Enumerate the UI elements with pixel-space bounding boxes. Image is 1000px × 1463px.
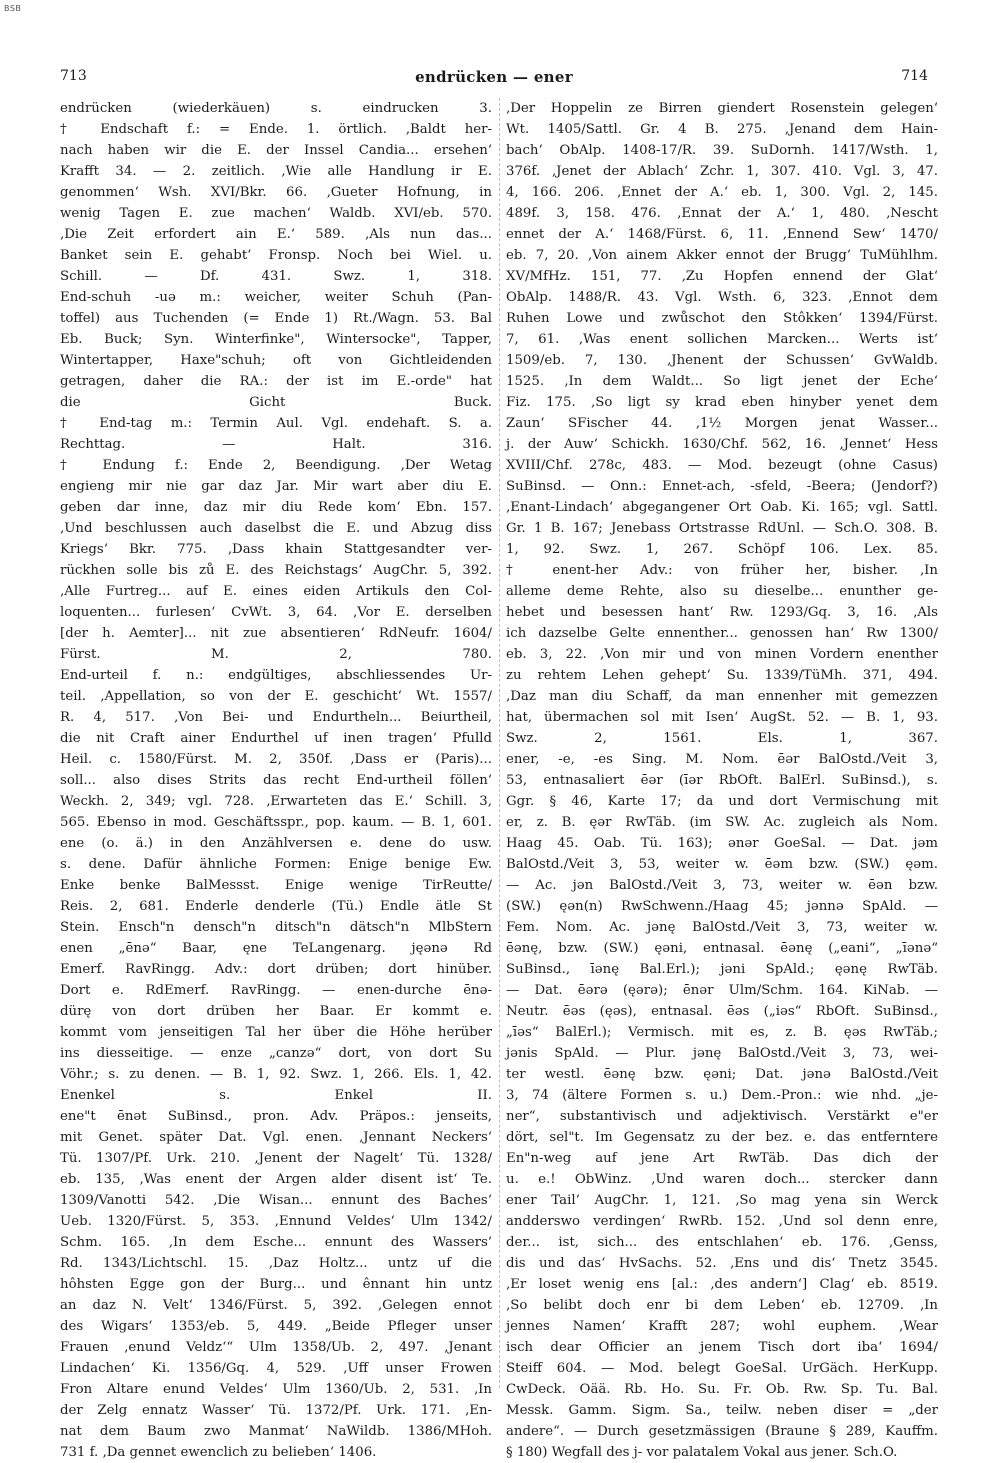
text-line: nat dem Baum zwo Manmat‘ NaWildb. 1386/MHoh. <box>60 1424 492 1439</box>
text-line: Fem. Nom. Ac. jənę BalOstd./Veit 3, 73, weiter w. <box>506 920 938 935</box>
text-line: ene (o. ä.) in den Anzählversen e. dene do usw. <box>60 836 492 851</box>
text-line: § 180) Wegfall des j- vor palatalem Vokal aus jener. Sch.O. <box>506 1445 898 1460</box>
text-line: Steiff 604. — Mod. belegt GoeSal. UrGäch. HerKupp. <box>506 1361 938 1376</box>
text-line: — Dat. ēərə (ęərə); ēnər Ulm/Schm. 164. KiNab. — <box>506 983 938 998</box>
text-line: hôhsten Egge gon der Burg... und ênnant hin untz <box>60 1277 492 1292</box>
text-line: BalOstd./Veit 3, 53, weiter w. ēəm bzw. (SW.) ęəm. <box>506 857 938 872</box>
text-line: Fürst. M. 2, 780. <box>60 647 492 662</box>
text-line: getragen, daher die RA.: der ist im E.-orde" hat <box>60 374 492 389</box>
text-line: Rd. 1343/Lichtschl. 15. ‚Daz Holtz... untz uf die <box>60 1256 492 1271</box>
page-header <box>60 68 928 92</box>
text-line: ter westl. ēənę bzw. ęəni; Dat. jənə BalOstd./Veit <box>506 1067 938 1082</box>
text-line: Ggr. § 46, Karte 17; da und dort Vermischung mit <box>506 794 938 809</box>
text-line: u. e.! ObWinz. ‚Und waren doch... stercker dann <box>506 1172 938 1187</box>
text-line: hebet und besessen hant‘ Rw. 1293/Gq. 3, 16. ‚Als <box>506 605 938 620</box>
text-line: Eb. Buck; Syn. Winterfinke", Wintersocke", Tapper, <box>60 332 492 347</box>
text-line: 731 f. ‚Da gennet ewenclich zu belieben‘ 1406. <box>60 1445 377 1460</box>
text-line: 1525. ‚In dem Waldt... So ligt jenet der Eche‘ <box>506 374 938 389</box>
page-number-left: 713 <box>60 68 87 84</box>
text-line: ‚Und beschlussen auch daselbst die E. und Abzug diss <box>60 521 492 536</box>
text-line: † Endschaft f.: = Ende. 1. örtlich. ‚Baldt her- <box>60 122 492 137</box>
text-line: eb. 135, ‚Was enent der Argen alder disent ist‘ Te. <box>60 1172 492 1187</box>
text-line: Messk. Gamm. Sigm. Sa., teilw. neben diser = „der <box>506 1403 938 1418</box>
text-line: toffel) aus Tuchenden (= Ende 1) Rt./Wagn. 53. Bal <box>60 311 492 326</box>
text-line: (SW.) ęən(n) RwSchwenn./Haag 45; jənnə SpAld. — <box>506 899 938 914</box>
text-line: XVIII/Chf. 278c, 483. — Mod. bezeugt (ohne Casus) <box>506 458 938 473</box>
text-line: ener, -e, -es Sing. M. Nom. ēər BalOstd./Veit 3, <box>506 752 938 767</box>
text-line: SuBinsd., īənę Bal.Erl.); jəni SpAld.; ęənę RwTäb. <box>506 962 938 977</box>
text-line: ‚Alle Furtreg... auf E. eines eiden Artikuls den Col- <box>60 584 492 599</box>
text-line: [der h. Aemter]... nit zue absentieren‘ RdNeufr. 1604/ <box>60 626 492 641</box>
text-line: ich dazselbe Gelte ennenther... genossen han‘ Rw 1300/ <box>506 626 938 641</box>
text-line: der... ist, sich... des entschlahen‘ eb. 176. ‚Genss, <box>506 1235 938 1250</box>
text-line: dis und das‘ HvSachs. 52. ‚Ens und dis‘ Tnetz 3545. <box>506 1256 938 1271</box>
text-line: 376f. ‚Jenet der Ablach‘ Zchr. 1, 307. 410. Vgl. 3, 47. <box>506 164 938 179</box>
text-line: dört, sel"t. Im Gegensatz zu der bez. e. das entferntere <box>506 1130 938 1145</box>
text-line: isch dear Officier an jenem Tisch dort iba‘ 1694/ <box>506 1340 938 1355</box>
text-line: CwDeck. Oää. Rb. Ho. Su. Fr. Ob. Rw. Sp. Tu. Bal. <box>506 1382 938 1397</box>
text-line: Emerf. RavRingg. Adv.: dort drüben; dort hinüber. <box>60 962 492 977</box>
text-line: jənis SpAld. — Plur. jənę BalOstd./Veit 3, 73, wei- <box>506 1046 938 1061</box>
text-line: ēənę, bzw. (SW.) ęəni, entnasal. ēənę („eani“, „īənə“ <box>506 941 938 956</box>
text-line: Tü. 1307/Pf. Urk. 210. ‚Jenent der Nagelt‘ Tü. 1328/ <box>60 1151 492 1166</box>
text-line: eb. 7, 20. ‚Von ainem Akker ennot der Brugg‘ TuMühlhm. <box>506 248 938 263</box>
text-line: kommt vom jenseitigen Tal her über die Höhe herüber <box>60 1025 492 1040</box>
text-line: ner“, substantivisch und adjektivisch. Verstärkt e"er <box>506 1109 938 1124</box>
text-line: ‚Daz man diu Schaff, da man ennenher mit gemezzen <box>506 689 938 704</box>
text-line: Dort e. RdEmerf. RavRingg. — enen-durche ēnə- <box>60 983 492 998</box>
text-line: 489f. 3, 158. 476. ‚Ennat der A.‘ 1, 480. ‚Nescht <box>506 206 938 221</box>
text-line: Neutr. ēəs (ęəs), entnasal. ēəs („iəs“ RbOft. SuBinsd., <box>506 1004 938 1019</box>
text-line: dürę von dort drüben her Baar. Er kommt e. <box>60 1004 492 1019</box>
running-title: endrücken — ener <box>415 68 573 86</box>
text-line: ‚So belibt doch enr bi dem Leben‘ eb. 12709. ‚In <box>506 1298 938 1313</box>
text-line: Schill. — Df. 431. Swz. 1, 318. <box>60 269 492 284</box>
text-line: ‚Enant-Lindach‘ abgegangener Ort Oab. Ki. 165; vgl. Sattl. <box>506 500 938 515</box>
column-divider <box>499 98 500 1388</box>
text-line: enen „ēnə“ Baar, ęne TeLangenarg. jęənə Rd <box>60 941 492 956</box>
text-line: 565. Ebenso in mod. Geschäftsspr., pop. kaum. — B. 1, 601. <box>60 815 492 830</box>
page-number-right: 714 <box>901 68 928 84</box>
text-line: 3, 74 (ältere Formen s. u.) Dem.-Pron.: wie nhd. „je- <box>506 1088 938 1103</box>
text-line: † enent-her Adv.: von früher her, bisher. ‚In <box>506 563 938 578</box>
text-line: hat, übermachen sol mit Isen‘ AugSt. 52. — B. 1, 93. <box>506 710 938 725</box>
text-line: wenig Tagen E. zue machen‘ Waldb. XVI/eb. 570. <box>60 206 492 221</box>
text-line: ins diesseitige. — enze „canzə“ dort, von dort Su <box>60 1046 492 1061</box>
text-line: zu rehtem Lehen gehept‘ Su. 1339/TüMh. 371, 494. <box>506 668 938 683</box>
text-line: Swz. 2, 1561. Els. 1, 367. <box>506 731 938 746</box>
text-line: ener Tail‘ AugChr. 1, 121. ‚So mag yena sin Werck <box>506 1193 938 1208</box>
text-line: Kriegs‘ Bkr. 775. ‚Dass khain Stattgesandter ver- <box>60 542 492 557</box>
text-line: Ruhen Lowe und zwůschot den Stôkken‘ 1394/Fürst. <box>506 311 938 326</box>
text-line: genommen‘ Wsh. XVI/Bkr. 66. ‚Gueter Hofnung, in <box>60 185 492 200</box>
text-line: Heil. c. 1580/Fürst. M. 2, 350f. ‚Dass er (Paris)... <box>60 752 492 767</box>
text-line: ‚Er loset wenig ens [al.: ‚des andern‘] Clag‘ eb. 8519. <box>506 1277 938 1292</box>
text-line: Reis. 2, 681. Enderle denderle (Tü.) Endle ätle St <box>60 899 492 914</box>
text-line: † End-tag m.: Termin Aul. Vgl. endehaft. S. a. <box>60 416 492 431</box>
text-line: SuBinsd. — Onn.: Ennet-ach, -sfeld, -Beera; (Jendorf?) <box>506 479 938 494</box>
library-stamp: BSB <box>4 4 22 13</box>
text-line: Weckh. 2, 349; vgl. 728. ‚Erwarteten das E.‘ Schill. 3, <box>60 794 492 809</box>
text-line: der Zelg ennatz Wasser‘ Tü. 1372/Pf. Urk. 171. ‚En- <box>60 1403 492 1418</box>
text-line: En"n-weg auf jene Art RwTäb. Das dich der <box>506 1151 938 1166</box>
text-line: ene"t ēnət SuBinsd., pron. Adv. Präpos.: jenseits, <box>60 1109 492 1124</box>
text-line: nach haben wir die E. der Inssel Candia... ersehen‘ <box>60 143 492 158</box>
text-line: bach‘ ObAlp. 1408-17/R. 39. SuDornh. 1417/Wsth. 1, <box>506 143 938 158</box>
text-line: End-urteil f. n.: endgültiges, abschliessendes Ur- <box>60 668 492 683</box>
text-line: 53, entnasaliert ēər (īər RbOft. BalErl. SuBinsd.), s. <box>506 773 938 788</box>
text-line: Schm. 165. ‚In dem Esche... ennunt des Wassers‘ <box>60 1235 492 1250</box>
text-line: j. der Auw‘ Schickh. 1630/Chf. 562, 16. ‚Jennet‘ Hess <box>506 437 938 452</box>
text-line: ennet der A.‘ 1468/Fürst. 6, 11. ‚Ennend Sew‘ 1470/ <box>506 227 938 242</box>
text-line: andere“. — Durch gesetzmässigen (Braune § 289, Kauffm. <box>506 1424 938 1439</box>
text-line: eb. 3, 22. ‚Von mir und von minen Vordern enenther <box>506 647 938 662</box>
text-line: alleme deme Rehte, also su dieselbe... enunther ge- <box>506 584 938 599</box>
text-line: † Endung f.: Ende 2, Beendigung. ‚Der Wetag <box>60 458 492 473</box>
text-line: Enenkel s. Enkel II. <box>60 1088 492 1103</box>
text-line: des Wigars‘ 1353/eb. 5, 449. „Beide Pfleger unser <box>60 1319 492 1334</box>
text-line: 1509/eb. 7, 130. ‚Jhenent der Schussen‘ GvWaldb. <box>506 353 938 368</box>
text-line: 7, 61. ‚Was enent sollichen Marcken... Werts ist‘ <box>506 332 938 347</box>
text-line: Ueb. 1320/Fürst. 5, 353. ‚Ennund Veldes‘ Ulm 1342/ <box>60 1214 492 1229</box>
text-line: 1, 92. Swz. 1, 267. Schöpf 106. Lex. 85. <box>506 542 938 557</box>
text-line: End-schuh -uə m.: weicher, weiter Schuh (Pan- <box>60 290 492 305</box>
text-line: soll... also dises Strits das recht End-urtheil föllen‘ <box>60 773 492 788</box>
left-column <box>60 98 492 1460</box>
text-line: 4, 166. 206. ‚Ennet der A.‘ eb. 1, 300. Vgl. 2, 145. <box>506 185 938 200</box>
text-line: andderswo verdingen‘ RwRb. 152. ‚Und sol denn enre, <box>506 1214 938 1229</box>
text-line: jennes Namen‘ Krafft 287; wohl euphem. ‚Wear <box>506 1319 938 1334</box>
text-line: XV/MfHz. 151, 77. ‚Zu Hopfen ennend der Glat‘ <box>506 269 938 284</box>
text-line: Stein. Ensch"n densch"n ditsch"n dätsch"n MlbStern <box>60 920 492 935</box>
text-line: Banket sein E. gehabt‘ Fronsp. Noch bei Wiel. u. <box>60 248 492 263</box>
text-line: mit Genet. später Dat. Vgl. enen. ‚Jennant Neckers‘ <box>60 1130 492 1145</box>
text-line: Zaun‘ SFischer 44. ‚1½ Morgen jenat Wasser... <box>506 416 938 431</box>
text-line: R. 4, 517. ‚Von Bei- und Endurtheln... Beiurtheil, <box>60 710 492 725</box>
text-line: loquenten... furlesen‘ CvWt. 3, 64. ‚Vor E. derselben <box>60 605 492 620</box>
text-line: engieng mir nie gar daz Jar. Mir wart aber diu E. <box>60 479 492 494</box>
text-line: die nit Craft ainer Endurthel uf inen tragen‘ Pfulld <box>60 731 492 746</box>
text-line: Lindachen‘ Ki. 1356/Gq. 4, 529. ‚Uff unser Frowen <box>60 1361 492 1376</box>
text-line: Haag 45. Oab. Tü. 163); ənər GoeSal. — Dat. jəm <box>506 836 938 851</box>
text-line: Vöhr.; s. zu denen. — B. 1, 92. Swz. 1, 266. Els. 1, 42. <box>60 1067 492 1082</box>
text-line: endrücken (wiederkäuen) s. eindrucken 3. <box>60 101 492 116</box>
text-line: — Ac. jən BalOstd./Veit 3, 73, weiter w. ēən bzw. <box>506 878 938 893</box>
text-line: Fron Altare enund Veldes‘ Ulm 1360/Ub. 2, 531. ‚In <box>60 1382 492 1397</box>
text-line: Gr. 1 B. 167; Jenebass Ortstrasse RdUnl. — Sch.O. 308. B. <box>506 521 938 536</box>
text-line: ObAlp. 1488/R. 43. Vgl. Wsth. 6, 323. ‚Ennot dem <box>506 290 938 305</box>
text-line: an daz N. Velt‘ 1346/Fürst. 5, 392. ‚Gelegen ennot <box>60 1298 492 1313</box>
text-line: rückhen solle bis zů E. des Reichstags‘ AugChr. 5, 392. <box>60 563 492 578</box>
text-line: Enke benke BalMessst. Enige wenige TirReutte/ <box>60 878 492 893</box>
text-line: 1309/Vanotti 542. ‚Die Wisan... ennunt des Baches‘ <box>60 1193 492 1208</box>
right-column <box>506 98 938 1460</box>
text-line: Krafft 34. — 2. zeitlich. ‚Wie alle Handlung ir E. <box>60 164 492 179</box>
text-line: ‚Die Zeit erfordert ain E.‘ 589. ‚Als nun das... <box>60 227 492 242</box>
text-line: Frauen ‚enund Veldz‘“ Ulm 1358/Ub. 2, 497. ‚Jenant <box>60 1340 492 1355</box>
text-line: Fiz. 175. ‚So ligt sy krad eben hinyber yenet dem <box>506 395 938 410</box>
text-line: Wt. 1405/Sattl. Gr. 4 B. 275. ‚Jenand dem Hain- <box>506 122 938 137</box>
text-line: teil. ‚Appellation, so von der E. geschicht‘ Wt. 1557/ <box>60 689 492 704</box>
text-line: geben dar inne, daz mir diu Rede kom‘ Ebn. 157. <box>60 500 492 515</box>
text-line: die Gicht Buck. <box>60 395 492 410</box>
text-line: Wintertapper, Haxe"schuh; oft von Gichtleidenden <box>60 353 492 368</box>
text-line: s. dene. Dafür ähnliche Formen: Enige benige Ew. <box>60 857 492 872</box>
text-line: „īəs“ BalErl.); Vermisch. mit es, z. B. ęəs RwTäb.; <box>506 1025 938 1040</box>
text-line: Rechttag. — Halt. 316. <box>60 437 492 452</box>
text-line: ‚Der Hoppelin ze Birren giendert Rosenstein gelegen‘ <box>506 101 938 116</box>
text-line: er, z. B. ęər RwTäb. (im SW. Ac. zugleich als Nom. <box>506 815 938 830</box>
